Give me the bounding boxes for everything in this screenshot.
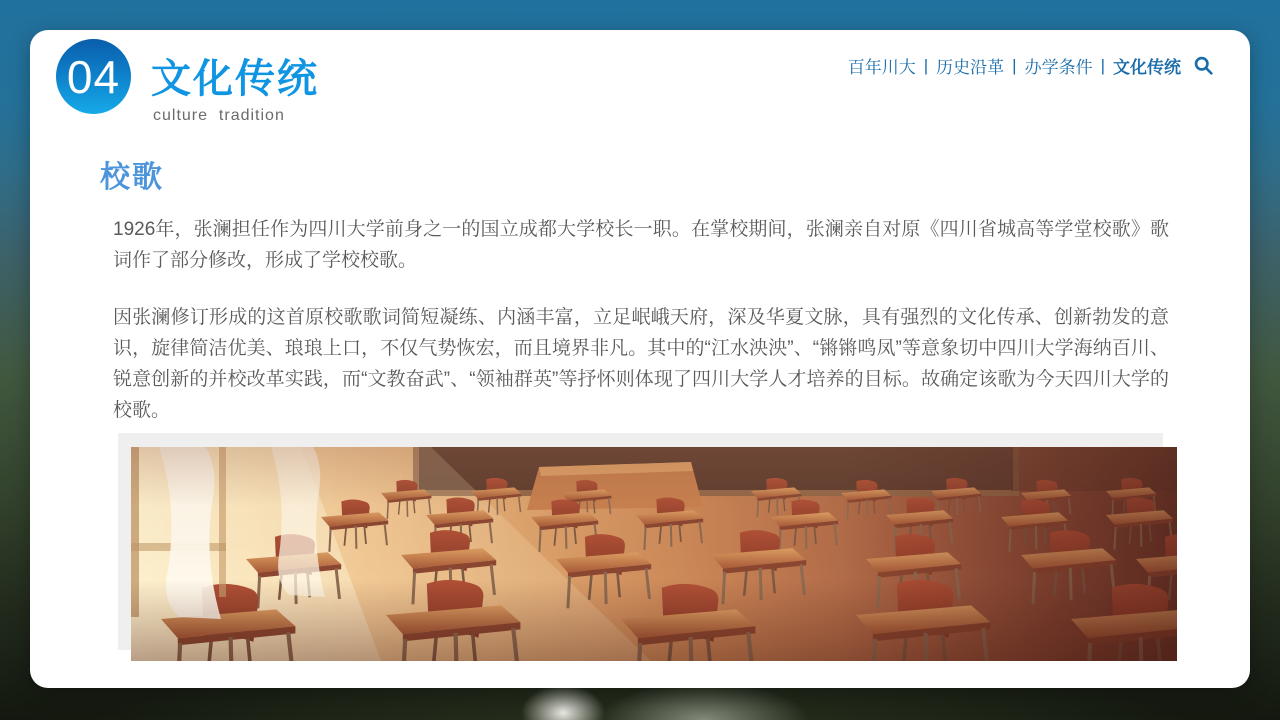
paragraph-2: 因张澜修订形成的这首原校歌歌词简短凝练、内涵丰富，立足岷峨天府，深及华夏文脉，具有强烈的文化传承、创新勃发的意识，旋律简洁优美、琅琅上口，不仅气势恢宏，而且境界非凡。其中的“江水泱泱”、“锵锵鸣凤”等意象切中四川大学海纳百川、锐意创新的并校改革实践，而“文教奋武”、“领袖群英”等抒怀则体现了四川大学人才培养的目标。故确定该歌为今天四川大学的校歌。 bbox=[113, 307, 1169, 421]
section-heading: 校歌 bbox=[100, 161, 164, 194]
slide-card bbox=[30, 30, 1250, 688]
nav-item-bainianchuanda[interactable]: 百年川大 bbox=[847, 58, 916, 77]
search-icon[interactable] bbox=[1193, 55, 1214, 76]
nav-separator: | bbox=[1100, 55, 1105, 75]
nav-separator: | bbox=[1012, 55, 1017, 75]
nav-item-lishiyange[interactable]: 历史沿革 bbox=[936, 58, 1005, 77]
top-nav bbox=[848, 53, 1214, 78]
nav-separator: | bbox=[923, 55, 929, 75]
paragraph-1: 1926年，张澜担任作为四川大学前身之一的国立成都大学校长一职。在掌校期间，张澜亲自对原《四川省城高等学堂校歌》歌词作了部分修改，形成了学校校歌。 bbox=[113, 219, 1169, 271]
section-number-badge bbox=[56, 39, 131, 114]
nav-item-banxuetiaojian[interactable]: 办学条件 bbox=[1024, 58, 1093, 77]
classroom-photo bbox=[131, 447, 1177, 661]
page-subtitle: culture tradition bbox=[153, 107, 285, 124]
body-text bbox=[113, 214, 1169, 452]
title-block bbox=[151, 47, 319, 125]
section-number: 04 bbox=[66, 50, 121, 103]
page-title: 文化传统 bbox=[151, 57, 319, 101]
nav-item-wenhuachuantong[interactable]: 文化传统 bbox=[1113, 58, 1181, 77]
